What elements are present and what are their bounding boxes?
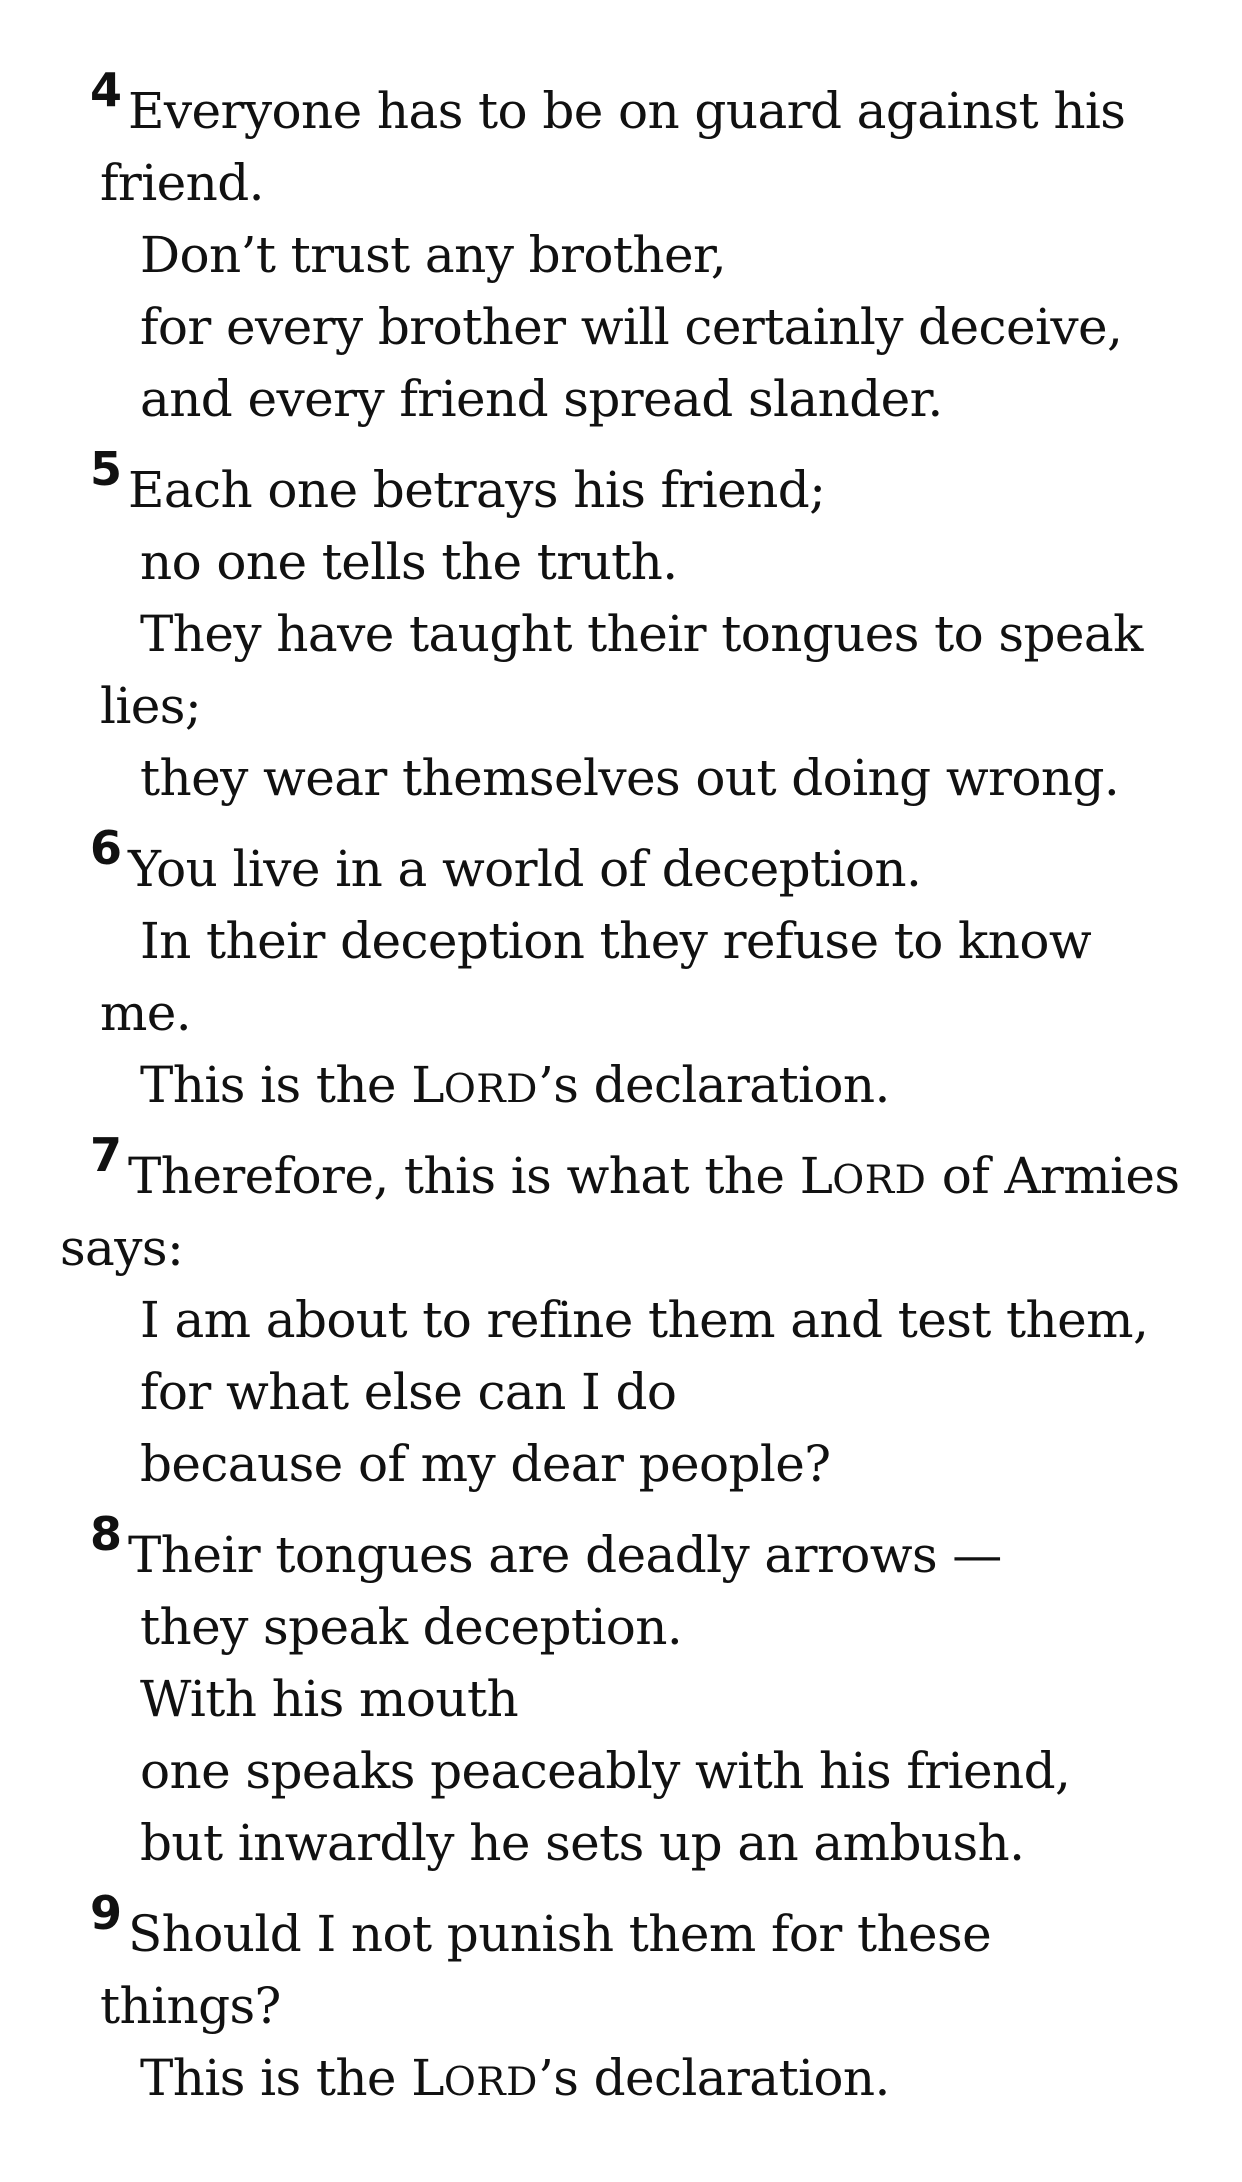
verse-text: You live in a world of deception. — [128, 840, 922, 898]
verse-7-line-5: because of my dear people? — [140, 1435, 831, 1493]
verse-number: 8 — [90, 1507, 123, 1561]
verse-8-line-5: but inwardly he sets up an ambush. — [140, 1814, 1025, 1872]
verse-text: Each one betrays his friend; — [128, 461, 826, 519]
verse-5-line-1 — [90, 442, 826, 527]
text-run: ’s declaration. — [537, 1056, 890, 1114]
text-run: of Armies — [926, 1147, 1180, 1205]
verse-9-line-3 — [140, 2042, 890, 2119]
verse-number: 7 — [90, 1128, 123, 1182]
verse-number: 9 — [90, 1886, 123, 1940]
verse-text: Their tongues are deadly arrows — — [128, 1526, 1002, 1584]
verse-5-line-3: They have taught their tongues to speak — [140, 605, 1143, 663]
verse-number: 4 — [90, 63, 123, 117]
lord-smallcaps: ORD — [443, 1067, 538, 1112]
verse-6-line-2: In their deception they refuse to know — [140, 912, 1092, 970]
verse-text: Should I not punish them for these — [128, 1905, 992, 1963]
verse-4-line-4: for every brother will certainly deceive, — [140, 298, 1123, 356]
verse-6-line-3: me. — [100, 984, 192, 1042]
verse-9-line-2: things? — [100, 1977, 281, 2035]
text-run: ’s declaration. — [537, 2049, 890, 2107]
verse-7-line-3: I am about to refine them and test them, — [140, 1291, 1149, 1349]
verse-7-line-4: for what else can I do — [140, 1363, 677, 1421]
text-run: This is the L — [140, 1056, 444, 1114]
verse-8-line-4: one speaks peaceably with his friend, — [140, 1742, 1071, 1800]
verse-4-line-1 — [90, 63, 1126, 148]
verse-4-line-5: and every friend spread slander. — [140, 370, 943, 428]
verse-8-line-3: With his mouth — [140, 1670, 519, 1728]
verse-7-line-2: says: — [60, 1219, 184, 1277]
verse-6-line-4 — [140, 1049, 890, 1126]
verse-5-line-4: lies; — [100, 677, 202, 735]
verse-6-line-1 — [90, 821, 922, 906]
verse-4-line-2: friend. — [100, 154, 264, 212]
verse-8-line-2: they speak deception. — [140, 1598, 683, 1656]
verse-5-line-5: they wear themselves out doing wrong. — [140, 749, 1120, 807]
lord-smallcaps: ORD — [443, 2060, 538, 2105]
verse-8-line-1 — [90, 1507, 1002, 1592]
verse-text: Everyone has to be on guard against his — [128, 82, 1126, 140]
lord-smallcaps: ORD — [832, 1158, 927, 1203]
verse-9-line-1 — [90, 1886, 992, 1971]
text-run: This is the L — [140, 2049, 444, 2107]
verse-7-line-1 — [90, 1128, 1180, 1217]
verse-number: 5 — [90, 442, 123, 496]
verse-5-line-2: no one tells the truth. — [140, 533, 678, 591]
text-run: Therefore, this is what the L — [128, 1147, 833, 1205]
verse-4-line-3: Don’t trust any brother, — [140, 226, 727, 284]
verse-number: 6 — [90, 821, 123, 875]
